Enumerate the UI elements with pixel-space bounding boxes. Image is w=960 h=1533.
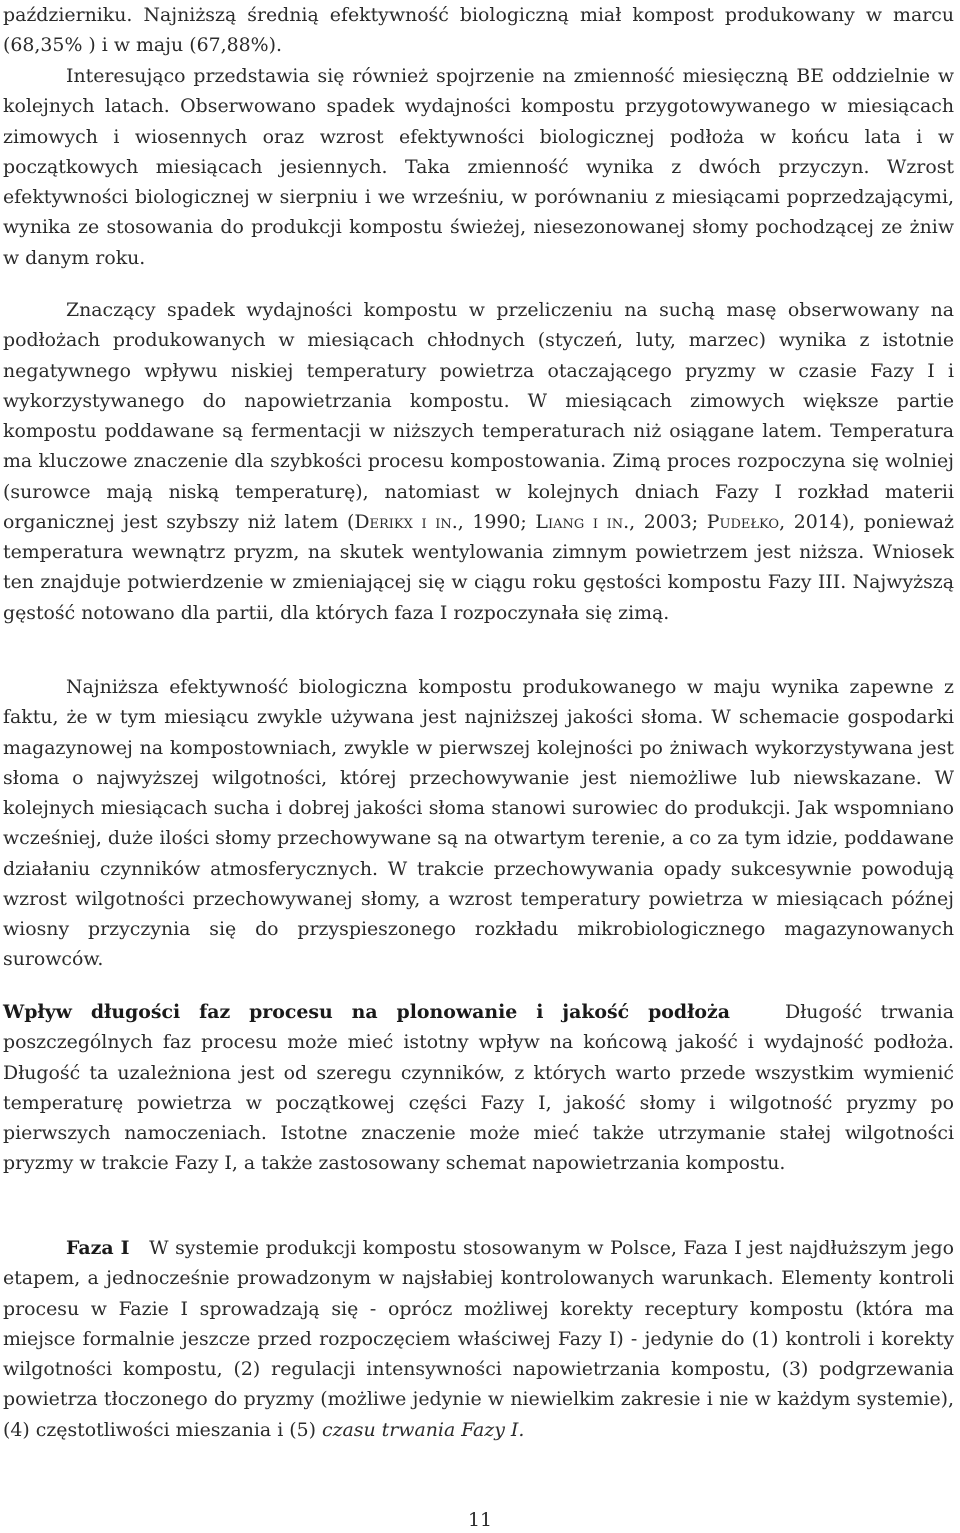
citation-liang: Liang i in. bbox=[535, 510, 630, 533]
section-phase-length bbox=[3, 997, 954, 1179]
paragraph-monthly-variability: Interesująco przedstawia się również spojrzenie na zmienność miesięczną BE oddzielnie w kolejnych latach. Obserwowano spadek wydajności kompostu przygotowywanego w miesiącach zimowych i wiosennych oraz wzrost efektywności biologicznej podłoża w końcu lata i w początkowych miesiącach jesiennych. Taka zmienność wynika z dwóch przyczyn. Wzrost efektywności biologicznej w sierpniu i we wrześniu, w porównaniu z miesiącami poprzedzającymi, wynika ze stosowania do produkcji kompostu świeżej, niesezonowanej słomy pochodzącej ze żniw w danym roku. bbox=[3, 65, 954, 269]
section-phase-one bbox=[3, 1233, 954, 1445]
paragraph-text: , 2003; bbox=[629, 510, 707, 533]
paragraph-cold-months bbox=[3, 295, 954, 628]
paragraph-text: , 1990; bbox=[457, 510, 536, 533]
citation-derikx: Derikx i in. bbox=[354, 510, 458, 533]
subsection-heading: Faza I bbox=[66, 1237, 130, 1259]
section-text: Długość trwania poszczególnych faz procesu może mieć istotny wpływ na końcową jakość i wydajność podłoża. Długość ta uzależniona jest od szeregu czynników, z których warto przede wszystkim wymienić temperaturę powietrza w początkowej części Fazy I, jakość słomy i wilgotność pryzmy po pierwszych namoczeniach. Istotne znaczenie może mieć także utrzymanie stałej wilgotności pryzmy w trakcie Fazy I, a także zastosowany schemat napowietrzania kompostu. bbox=[3, 1001, 954, 1175]
citation-pudelko: Pudełko bbox=[706, 510, 780, 533]
paragraph-text: Znaczący spadek wydajności kompostu w przeliczeniu na suchą masę obserwowany na podłożach produkowanych w miesiącach chłodnych (styczeń, luty, marzec) wynika z istotnie negatywnego wpływu niskiej temperatury powietrza otaczającego pryzmy w czasie Fazy I i wykorzystywanego do napowietrzania kompostu. W miesiącach zimowych większe partie kompostu poddawane są fermentacji w niższych temperaturach niż osiągane latem. Temperatura ma kluczowe znaczenie dla szybkości procesu kompostowania. Zimą proces rozpoczyna się wolniej (surowce mają niską temperaturę), natomiast w kolejnych dniach Fazy I rozkład materii organicznej jest szybszy niż latem ( bbox=[3, 299, 954, 533]
subsection-italic-text: czasu trwania Fazy I. bbox=[322, 1418, 525, 1441]
paragraph-may-efficiency: Najniższa efektywność biologiczna kompostu produkowanego w maju wynika zapewne z faktu, że w tym miesiącu zwykle używana jest najniższej jakości słoma. W schemacie gospodarki magazynowej na kompostowniach, zwykle w pierwszej kolejności po żniwach wykorzystywana jest słoma o najwyższej wilgotności, której przechowywanie jest niemożliwe lub niewskazane. W kolejnych miesiącach sucha i dobrej jakości słoma stanowi surowiec do produkcji. Jak wspomniano wcześniej, duże ilości słomy przechowywane są na otwartym terenie, a co za tym idzie, poddawane działaniu czynników atmosferycznych. W trakcie przechowywania opady sukcesywnie powodują wzrost wilgotności przechowywanej słomy, a wzrost temperatury powietrza w miesiącach późnej wiosny przyczynia się do przyspieszonego rozkładu mikrobiologicznego magazynowanych surowców. bbox=[3, 676, 954, 971]
section-heading: Wpływ długości faz procesu na plonowanie i jakość podłoża bbox=[3, 1001, 730, 1023]
paragraph-text: , 2014), ponieważ temperatura wewnątrz pryzm, na skutek wentylowania zimnym powietrzem jest niższa. Wniosek ten znajduje potwierdzenie w zmieniającej się w ciągu roku gęstości kompostu Fazy III. Najwyższą gęstość notowano dla partii, dla których faza I rozpoczynała się zimą. bbox=[3, 510, 954, 624]
paragraph-continuation: październiku. Najniższą średnią efektywność biologiczną miał kompost produkowany w marcu (68,35% ) i w maju (67,88%). bbox=[3, 4, 954, 57]
page-number: 11 bbox=[467, 1509, 493, 1531]
subsection-text: W systemie produkcji kompostu stosowanym w Polsce, Faza I jest najdłuższym jego etapem, a jednocześnie prowadzonym w najsłabiej kontrolowanych warunkach. Elementy kontroli procesu w Fazie I sprowadzają się - oprócz możliwej korekty receptury kompostu (która ma miejsce formalnie jeszcze przed rozpoczęciem właściwej Fazy I) - jedynie do (1) kontroli i korekty wilgotności kompostu, (2) regulacji intensywności napowietrzania kompostu, (3) podgrzewania powietrza tłoczonego do pryzmy (możliwe jedynie w niewielkim zakresie i nie w każdym systemie), (4) częstotliwości mieszania i (5) bbox=[3, 1237, 955, 1441]
